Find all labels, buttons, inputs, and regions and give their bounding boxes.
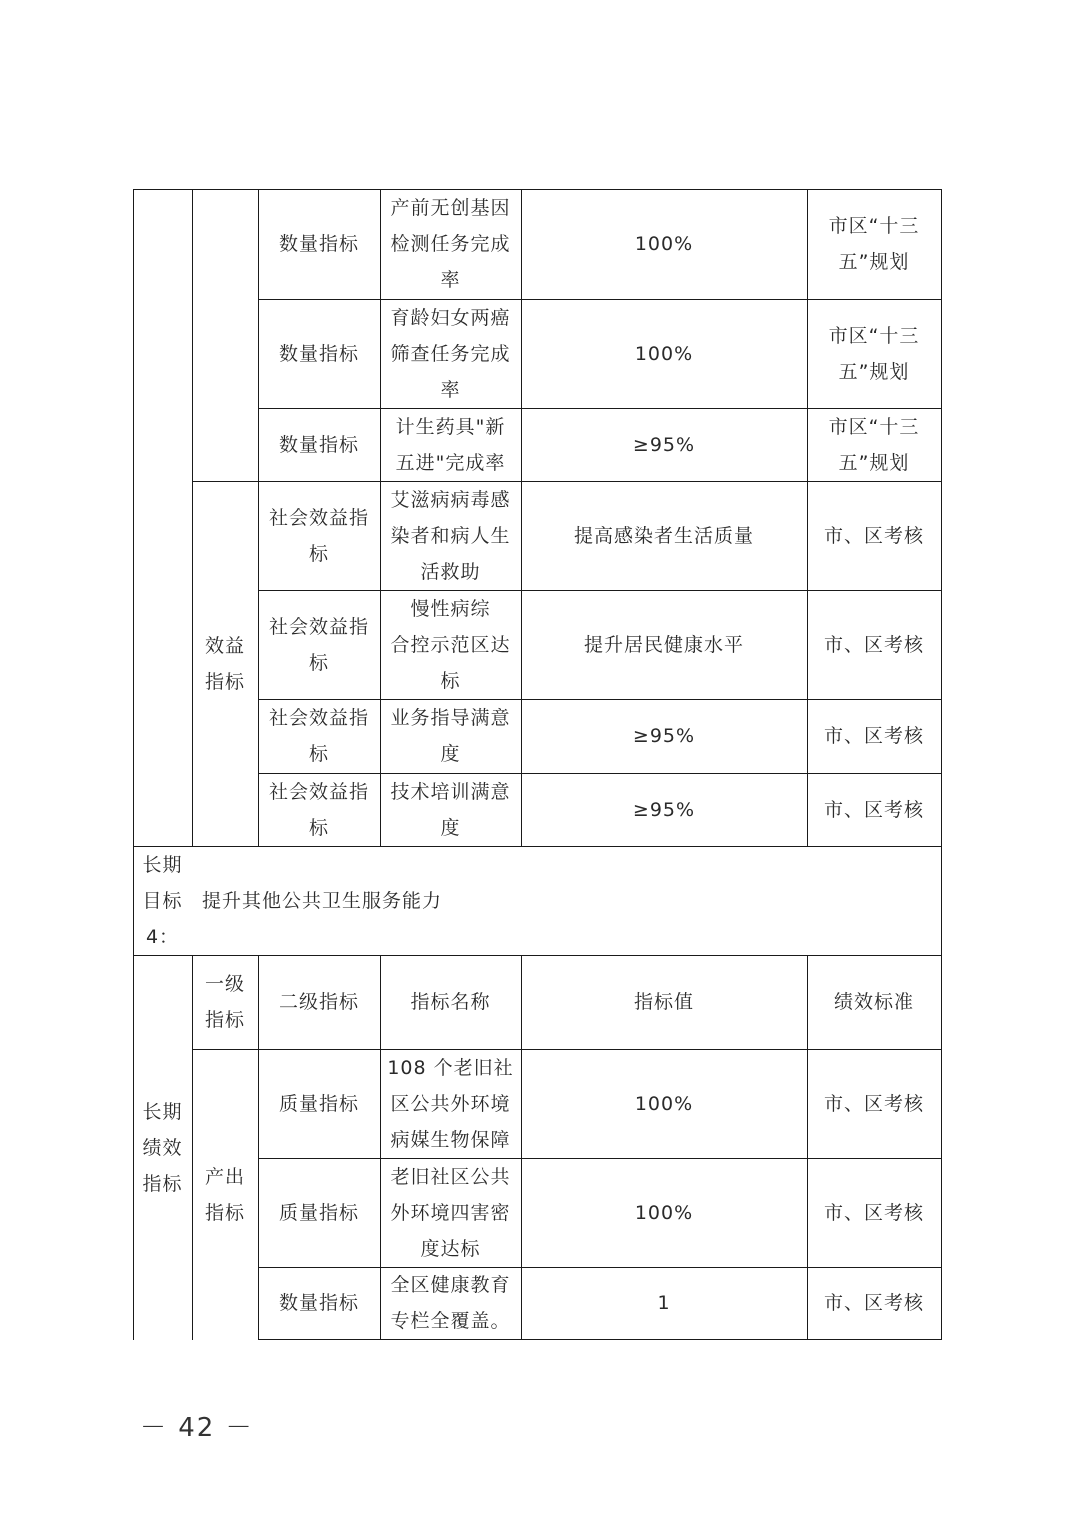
- indicator-name-cell: 艾滋病病毒感 染者和病人生 活救助: [390, 488, 511, 583]
- secondary-indicator-cell: 社会效益指 标: [268, 780, 369, 839]
- indicator-value-cell: 100%: [634, 1092, 694, 1115]
- performance-standard-cell: 市、区考核: [823, 1201, 924, 1224]
- secondary-indicator-cell: 数量指标: [278, 342, 359, 365]
- indicator-name-cell: 育龄妇女两癌 筛查任务完成 率: [390, 306, 511, 401]
- performance-standard-cell: 市、区考核: [823, 633, 924, 656]
- indicator-name-cell: 产前无创基因 检测任务完成 率: [390, 197, 511, 291]
- performance-standard-cell: 市、区考核: [823, 524, 924, 547]
- long-term-indicators-label: 长期 绩效 指标: [142, 1100, 183, 1195]
- header-primary-indicator: 一级 指标: [204, 973, 245, 1031]
- grid-line: [941, 189, 942, 1340]
- output-indicator-label: 产出 指标: [204, 1165, 245, 1224]
- grid-line: [258, 1339, 942, 1340]
- page-number: － 42 －: [140, 1413, 254, 1443]
- secondary-indicator-cell: 质量指标: [278, 1092, 359, 1115]
- header-performance-standard: 绩效标准: [833, 991, 914, 1013]
- performance-standard-cell: 市区“十三 五”规划: [828, 215, 920, 273]
- long-term-goal-label: 长期 目标 4：: [142, 853, 183, 948]
- secondary-indicator-cell: 数量指标: [278, 433, 359, 456]
- performance-standard-cell: 市、区考核: [823, 798, 924, 821]
- indicator-name-cell: 计生药具"新 五进"完成率: [395, 415, 506, 474]
- indicator-name-cell: 业务指导满意 度: [390, 707, 511, 765]
- secondary-indicator-cell: 质量指标: [278, 1201, 359, 1224]
- indicator-value-cell: 100%: [634, 233, 694, 255]
- indicator-value-cell: ≥95%: [632, 725, 696, 747]
- secondary-indicator-cell: 数量指标: [278, 1292, 359, 1314]
- indicator-name-cell: 全区健康教育 专栏全覆盖。: [390, 1274, 511, 1332]
- performance-standard-cell: 市区“十三 五”规划: [828, 415, 920, 474]
- indicator-name-cell: 技术培训满意 度: [390, 780, 511, 839]
- indicator-name-cell: 108 个老旧社 区公共外环境 病媒生物保障: [387, 1056, 514, 1151]
- indicator-value-cell: ≥95%: [632, 798, 696, 821]
- performance-standard-cell: 市区“十三 五”规划: [828, 324, 920, 383]
- performance-standard-cell: 市、区考核: [823, 1092, 924, 1115]
- indicator-name-cell: 老旧社区公共 外环境四害密 度达标: [390, 1165, 511, 1260]
- benefit-indicator-label: 效益 指标: [204, 634, 245, 693]
- header-indicator-name: 指标名称: [410, 991, 491, 1013]
- secondary-indicator-cell: 社会效益指 标: [268, 506, 369, 565]
- performance-standard-cell: 市、区考核: [823, 725, 924, 747]
- indicator-value-cell: 提升居民健康水平: [583, 633, 744, 656]
- indicator-value-cell: ≥95%: [632, 433, 696, 456]
- indicator-value-cell: 1: [657, 1292, 671, 1314]
- secondary-indicator-cell: 社会效益指 标: [268, 707, 369, 765]
- performance-standard-cell: 市、区考核: [823, 1292, 924, 1314]
- indicator-value-cell: 100%: [634, 342, 694, 365]
- indicator-name-cell: 慢性病综 合控示范区达 标: [390, 597, 511, 692]
- secondary-indicator-cell: 社会效益指 标: [268, 615, 369, 674]
- secondary-indicator-cell: 数量指标: [278, 233, 359, 255]
- indicator-value-cell: 提高感染者生活质量: [573, 524, 754, 547]
- indicator-value-cell: 100%: [634, 1201, 694, 1224]
- header-secondary-indicator: 二级指标: [278, 991, 359, 1013]
- header-indicator-value: 指标值: [633, 991, 694, 1013]
- long-term-goal-text: 提升其他公共卫生服务能力: [202, 889, 443, 912]
